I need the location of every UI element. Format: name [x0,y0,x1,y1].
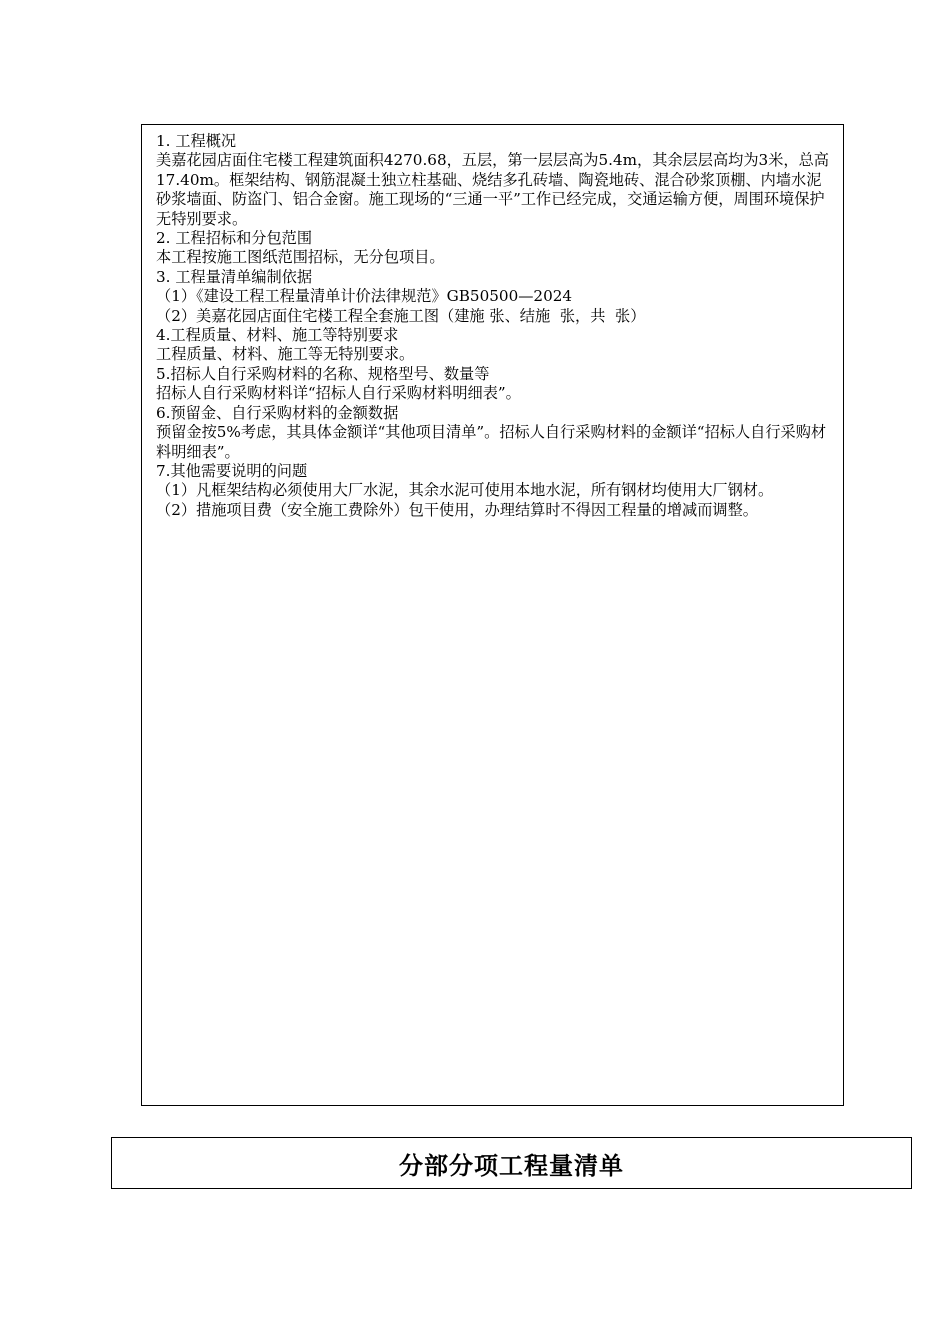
notes-line-15: （1）凡框架结构必须使用大厂水泥，其余水泥可使用本地水泥，所有钢材均使用大厂钢材。 [156,481,774,500]
project-notes-box [141,124,844,1106]
notes-line-9: 工程质量、材料、施工等无特别要求。 [156,345,415,364]
notes-line-13: 预留金按5%考虑，其具体金额详“其他项目清单”。招标人自行采购材料的金额详“招标人自行采购材料明细表”。 [156,423,827,461]
notes-line-6: （1）《建设工程工程量清单计价法律规范》GB50500—2024 [156,287,573,306]
section-heading-box [111,1137,912,1189]
notes-line-12: 6.预留金、自行采购材料的金额数据 [156,403,399,422]
notes-line-10: 5.招标人自行采购材料的名称、规格型号、数量等 [156,364,490,383]
notes-line-7: （2）美嘉花园店面住宅楼工程全套施工图（建施 张、结施 张，共 张） [156,306,646,325]
notes-line-11: 招标人自行采购材料详“招标人自行采购材料明细表”。 [156,384,521,403]
notes-line-8: 4.工程质量、材料、施工等特别要求 [156,326,399,345]
notes-line-3: 2. 工程招标和分包范围 [156,229,313,248]
notes-line-5: 3. 工程量清单编制依据 [156,267,313,286]
notes-line-2: 美嘉花园店面住宅楼工程建筑面积4270.68，五层，第一层层高为5.4m，其余层层高均为3米，总高17.40m。框架结构、钢筋混凝土独立柱基础、烧结多孔砖墙、陶瓷地砖、混合砂浆顶棚、内墙水泥砂浆墙面、防盗门、铝合金窗。施工现场的“三通一平”工作已经完成，交通运输方便，周围环境保护无特别要求。 [156,151,829,228]
notes-line-4: 本工程按施工图纸范围招标，无分包项目。 [156,248,445,267]
notes-line-14: 7.其他需要说明的问题 [156,461,308,480]
section-heading: 分部分项工程量清单 [399,1151,624,1180]
notes-line-16: （2）措施项目费（安全施工费除外）包干使用，办理结算时不得因工程量的增减而调整。 [156,500,758,519]
notes-line-1: 1. 工程概况 [156,132,237,150]
